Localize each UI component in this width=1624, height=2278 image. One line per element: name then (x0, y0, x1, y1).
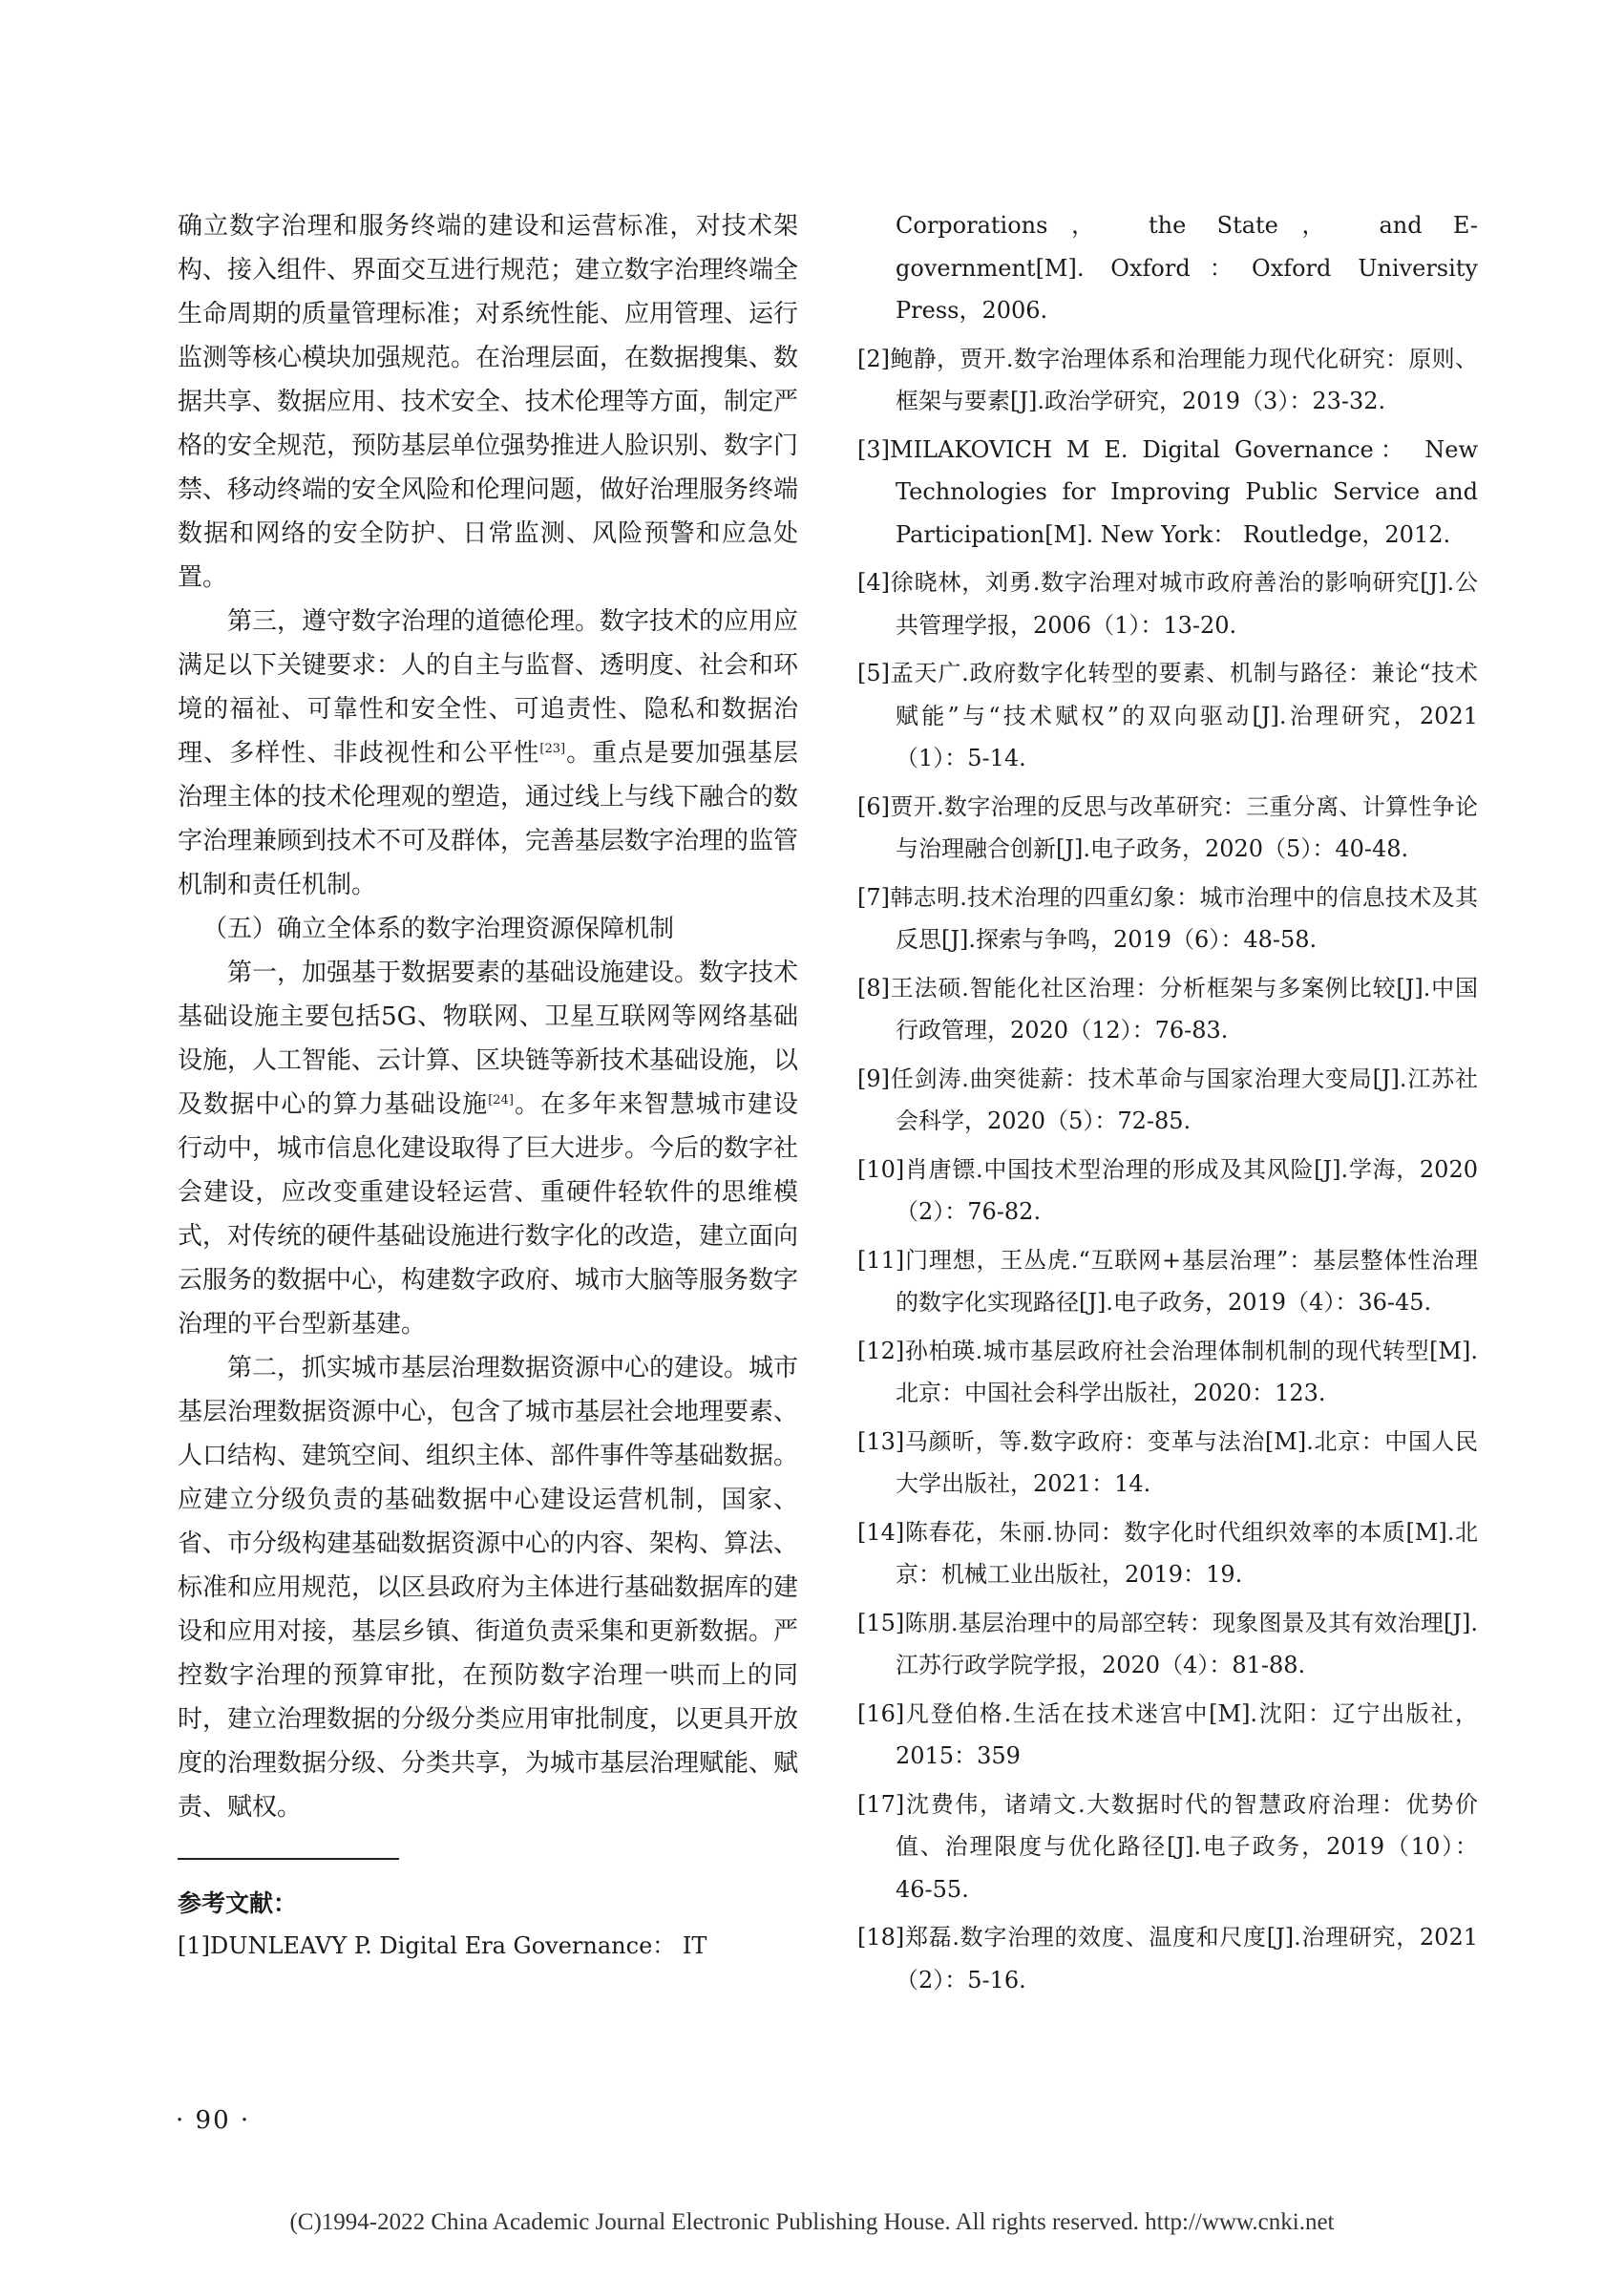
citation-marker: [23] (539, 742, 566, 756)
reference-item: [11]门理想，王丛虎.“互联网+基层治理”：基层整体性治理的数字化实现路径[J].电子政务，2019（4）：36-45. (857, 1246, 1478, 1316)
reference-item: [14]陈春花，朱丽.协同：数字化时代组织效率的本质[M].北京：机械工业出版社，2019：19. (857, 1518, 1478, 1588)
reference-item-continued: Corporations， the State， and E-government[M]. Oxford：Oxford University Press，2006. (896, 212, 1478, 324)
reference-item: [15]陈朋.基层治理中的局部空转：现象图景及其有效治理[J].江苏行政学院学报，2020（4）：81-88. (857, 1609, 1478, 1678)
reference-item: [3]MILAKOVICH M E. Digital Governance： New Technologies for Improving Public Service and Participation[M]. New York： Routledge，2012. (857, 435, 1478, 548)
reference-item: [9]任剑涛.曲突徙薪：技术革命与国家治理大变局[J].江苏社会科学，2020（5）：72-85. (857, 1065, 1478, 1134)
reference-item: [8]王法硕.智能化社区治理：分析框架与多案例比较[J].中国行政管理，2020（12）：76-83. (857, 974, 1478, 1044)
references-heading: 参考文献： (178, 1889, 298, 1917)
body-paragraph (178, 951, 798, 1346)
citation-marker: [24] (488, 1093, 514, 1107)
body-paragraph: 确立数字治理和服务终端的建设和运营标准，对技术架构、接入组件、界面交互进行规范；建立数字治理终端全生命周期的质量管理标准；对系统性能、应用管理、运行监测等核心模块加强规范。在治理层面，在数据搜集、数据共享、数据应用、技术安全、技术伦理等方面，制定严格的安全规范，预防基层单位强势推进人脸识别、数字门禁、移动终端的安全风险和伦理问题，做好治理服务终端数据和网络的安全防护、日常监测、风险预警和应急处置。 (178, 212, 799, 592)
page-number: · 90 · (176, 2106, 251, 2135)
left-column (178, 204, 798, 1968)
references-divider (178, 1858, 399, 1860)
reference-item: [4]徐晓林，刘勇.数字治理对城市政府善治的影响研究[J].公共管理学报，2006（1）：13-20. (857, 569, 1478, 639)
body-paragraph: 第二，抓实城市基层治理数据资源中心的建设。城市基层治理数据资源中心，包含了城市基层社会地理要素、人口结构、建筑空间、组织主体、部件事件等基础数据。应建立分级负责的基础数据中心建设运营机制，国家、省、市分级构建基础数据资源中心的内容、架构、算法、标准和应用规范，以区县政府为主体进行基础数据库的建设和应用对接，基层乡镇、街道负责采集和更新数据。严控数字治理的预算审批，在预防数字治理一哄而上的同时，建立治理数据的分级分类应用审批制度，以更具开放度的治理数据分级、分类共享，为城市基层治理赋能、赋责、赋权。 (178, 1354, 799, 1822)
reference-item: [2]鲍静，贾开.数字治理体系和治理能力现代化研究：原则、框架与要素[J].政治学研究，2019（3）：23-32. (857, 345, 1478, 414)
paragraph-text: 第一，加强基于数据要素的基础设施建设。数字技术基础设施主要包括5G、物联网、卫星互联网等网络基础设施，人工智能、云计算、区块链等新技术基础设施，以及数据中心的算力基础设施 (178, 959, 799, 1119)
copyright-footer: (C)1994-2022 China Academic Journal Electronic Publishing House. All rights reserved. http://www.cnki.net (289, 2209, 1335, 2235)
reference-item: [1]DUNLEAVY P. Digital Era Governance： IT (178, 1932, 707, 1959)
reference-item: [16]凡登伯格.生活在技术迷宫中[M].沈阳：辽宁出版社，2015：359 (857, 1699, 1478, 1769)
paragraph-text: 。在多年来智慧城市建设行动中，城市信息化建设取得了巨大进步。今后的数字社会建设，应改变重建设轻运营、重硬件轻软件的思维模式，对传统的硬件基础设施进行数字化的改造，建立面向云服务的数据中心，构建数字政府、城市大脑等服务数字治理的平台型新基建。 (178, 1090, 799, 1339)
paragraph-text: 。重点是要加强基层治理主体的技术伦理观的塑造，通过线上与线下融合的数字治理兼顾到技术不可及群体，完善基层数字治理的监管机制和责任机制。 (178, 739, 799, 899)
reference-item: [6]贾开.数字治理的反思与改革研究：三重分离、计算性争论与治理融合创新[J].电子政务，2020（5）：40-48. (857, 792, 1478, 862)
reference-item: [18]郑磊.数字治理的效度、温度和尺度[J].治理研究，2021（2）：5-16. (857, 1924, 1478, 1993)
reference-item: [12]孙柏瑛.城市基层政府社会治理体制机制的现代转型[M].北京：中国社会科学出版社，2020：123. (857, 1337, 1478, 1406)
reference-item: [17]沈费伟，诸靖文.大数据时代的智慧政府治理：优势价值、治理限度与优化路径[J].电子政务，2019（10）：46-55. (857, 1790, 1478, 1903)
right-column (857, 204, 1478, 2001)
body-paragraph (178, 600, 798, 907)
reference-item: [5]孟天广.政府数字化转型的要素、机制与路径：兼论“技术赋能”与“技术赋权”的双向驱动[J].治理研究，2021（1）：5-14. (857, 660, 1478, 771)
reference-item: [10]肖唐镖.中国技术型治理的形成及其风险[J].学海，2020（2）：76-82. (857, 1155, 1478, 1225)
section-subheading: （五）确立全体系的数字治理资源保障机制 (202, 915, 675, 943)
paragraph-text: 第三，遵守数字治理的道德伦理。数字技术的应用应满足以下关键要求：人的自主与监督、透明度、社会和环境的福祉、可靠性和安全性、可追责性、隐私和数据治理、多样性、非歧视性和公平性 (178, 607, 799, 768)
reference-item: [13]马颜昕，等.数字政府：变革与法治[M].北京：中国人民大学出版社，2021：14. (857, 1427, 1478, 1497)
reference-item: [7]韩志明.技术治理的四重幻象：城市治理中的信息技术及其反思[J].探索与争鸣，2019（6）：48-58. (857, 883, 1478, 953)
